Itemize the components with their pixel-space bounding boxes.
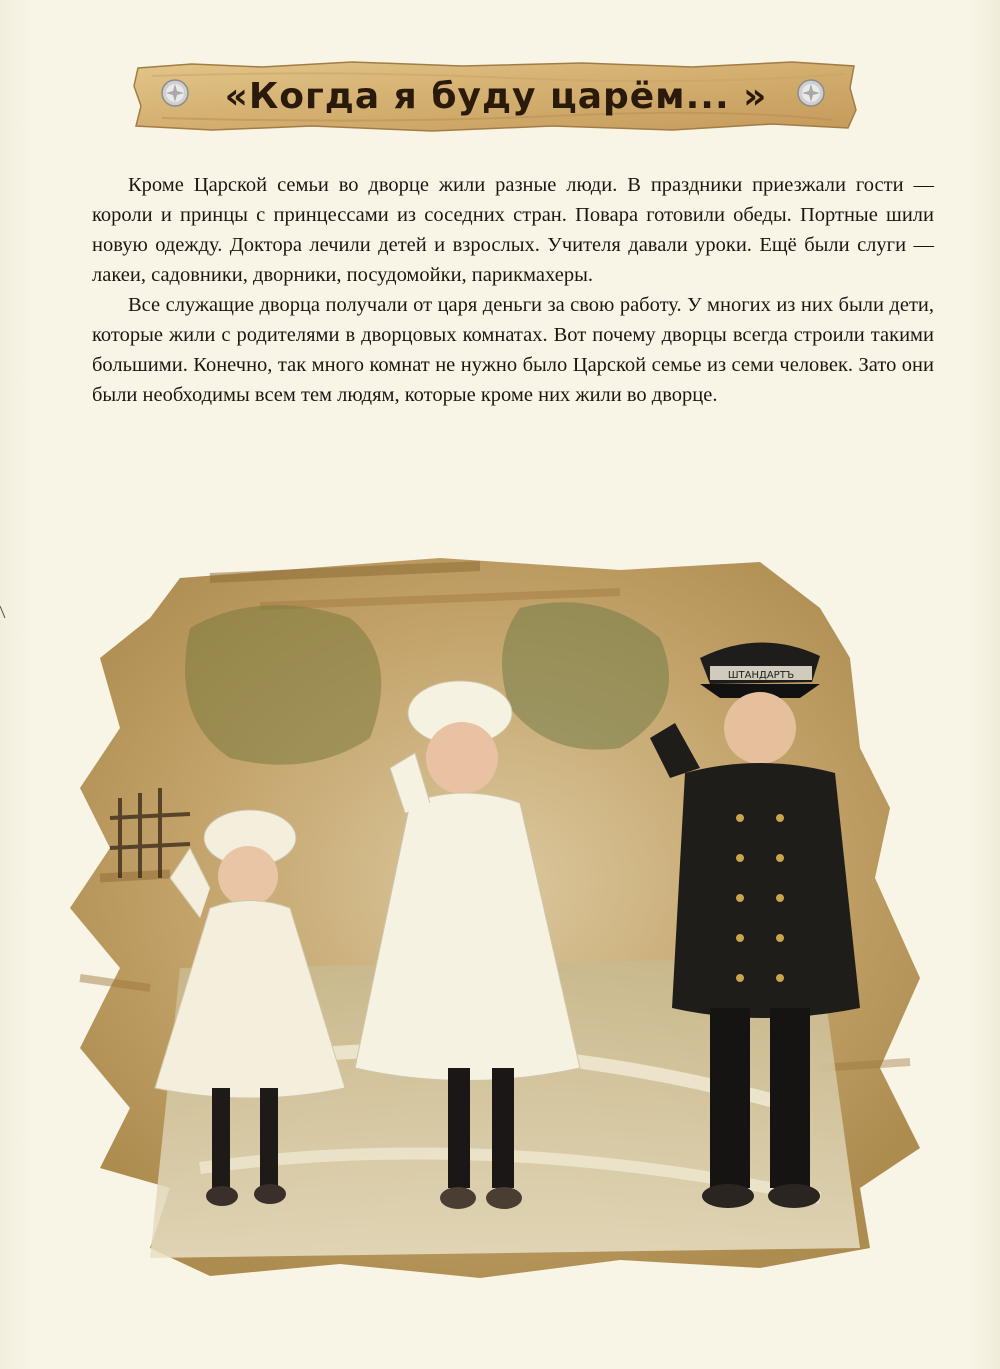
page-margin-mark: [0, 606, 6, 620]
children-illustration: [60, 548, 940, 1308]
page-title: «Когда я буду царём... »: [224, 75, 768, 117]
painted-photo-icon: [60, 548, 940, 1308]
paragraph-1: Кроме Царской семьи во дворце жили разные люди. В праздники приезжали гости — короли и принцы с принцессами из соседних стран. Повара готовили обеды. Портные шили новую одежду. Доктора лечили детей и взрослых. Учителя давали уроки. Ещё были слуги — лакеи, садовники, дворники, посудомойки, парикмахеры.: [92, 174, 934, 286]
article-body: [92, 170, 934, 410]
svg-text:ШТАНДАРТЪ: ШТАНДАРТЪ: [727, 670, 795, 681]
title-banner: [132, 58, 860, 134]
paragraph-2: Все служащие дворца получали от царя деньги за свою работу. У многих из них были дети, которые жили с родителями в дворцовых комнатах. Вот почему дворцы всегда строили такими большими. Конечно, так много комнат не нужно было Царской семье из семи человек. Зато они были необходимы всем тем людям, которые кроме них жили во дворце.: [92, 294, 934, 406]
